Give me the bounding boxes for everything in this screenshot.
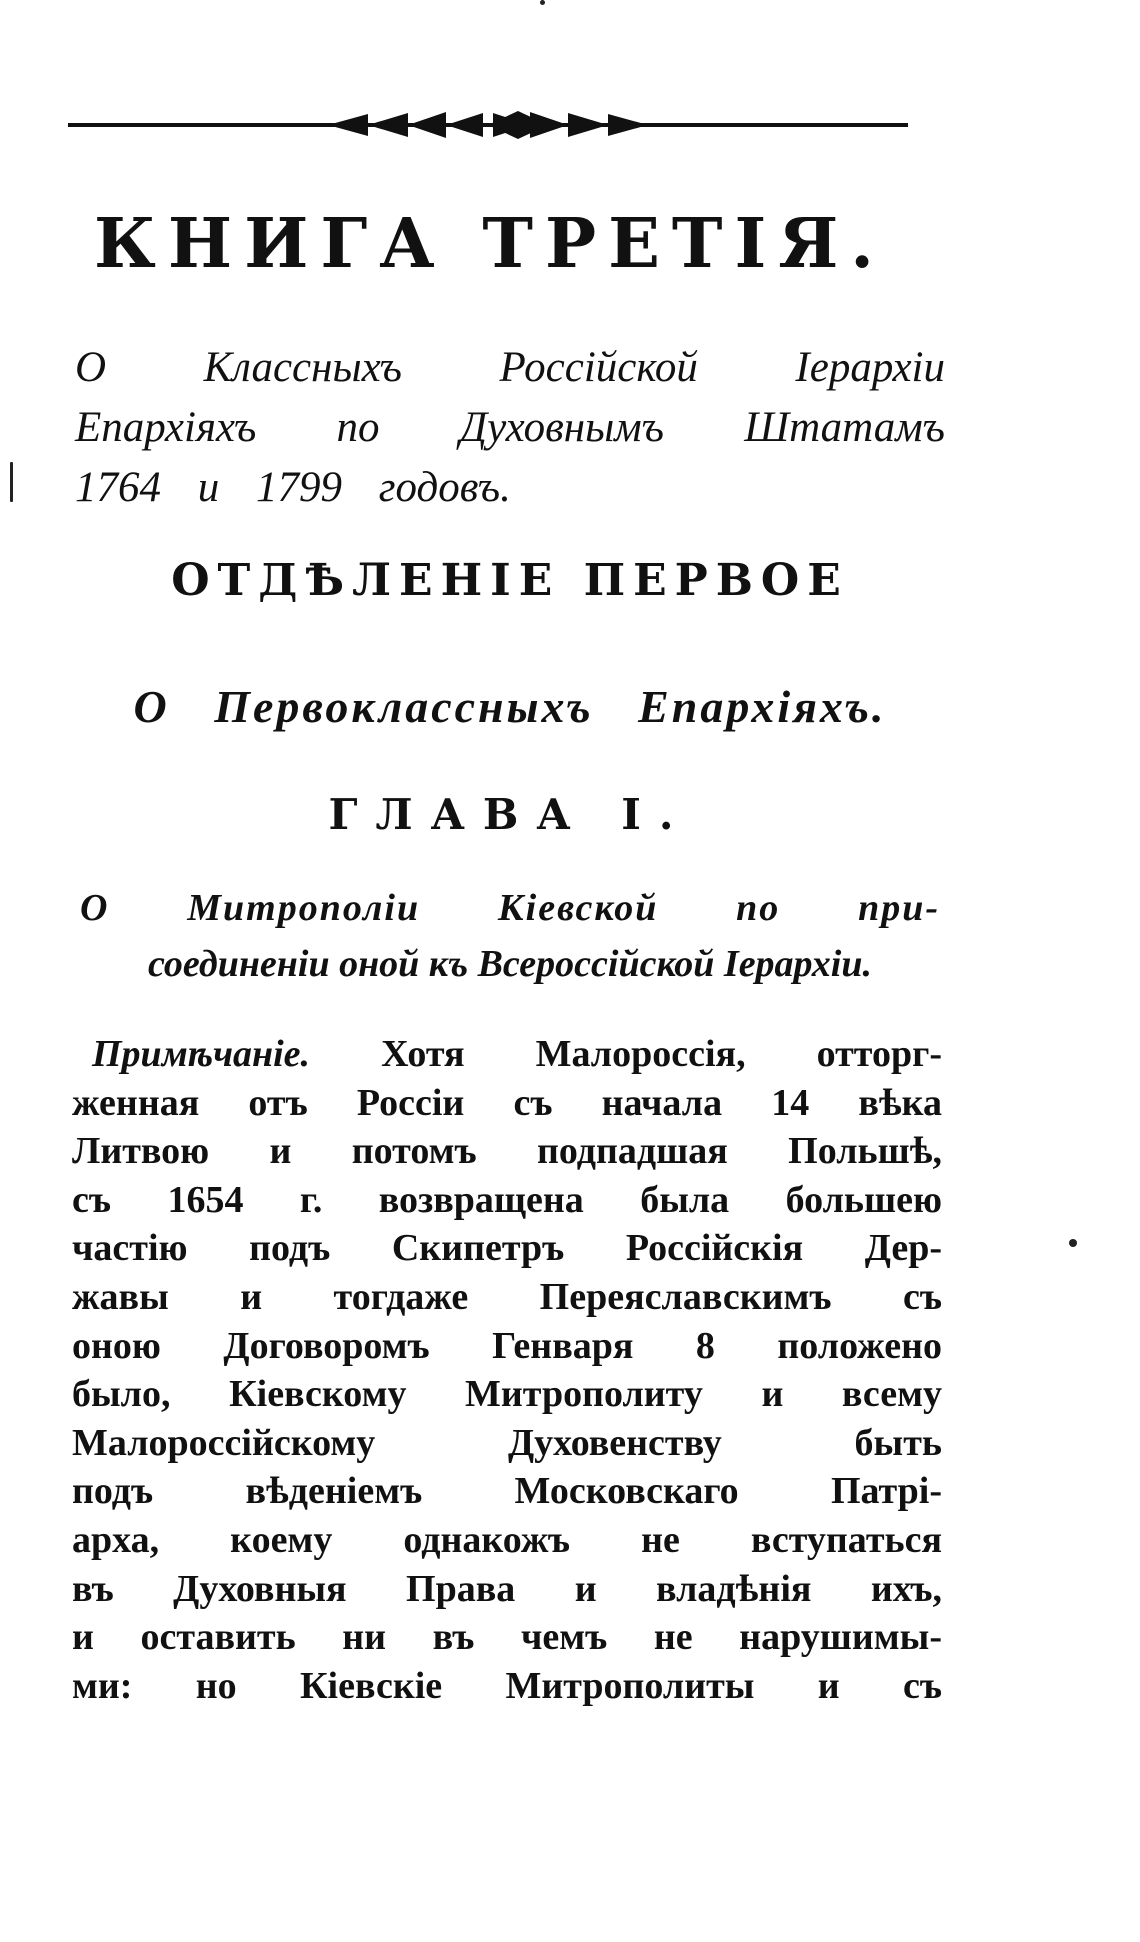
section-subtitle: О Первоклассныхъ Епархіяхъ.: [133, 681, 887, 732]
body-line: женная отъ Россіи съ начала 14 вѣка: [72, 1081, 942, 1124]
body-line: [72, 1030, 942, 1079]
body-line: арха, коему однакожъ не вступаться: [72, 1518, 942, 1561]
ornament-divider: [68, 110, 908, 140]
body-line: жавы и тогдаже Переяславскимъ съ: [72, 1275, 942, 1318]
body-line: подъ вѣденіемъ Московскаго Патрі-: [72, 1470, 942, 1513]
chapter-title: ГЛАВА I.: [328, 790, 692, 839]
book-subtitle: [75, 338, 945, 518]
body-text: [72, 1030, 942, 1710]
note-label: Примѣчаніе.: [92, 1033, 311, 1075]
chapter-subtitle: [80, 880, 940, 992]
body-line-text: Хотя Малороссія, отторг-: [381, 1033, 943, 1075]
body-line: съ 1654 г. возвращена была большею: [72, 1178, 942, 1221]
body-line: было, Кіевскому Митрополиту и всему: [72, 1373, 942, 1416]
chapter-subtitle-line: соединеніи оной къ Всероссійской Іерархіи.: [148, 943, 872, 985]
book-title: КНИГА ТРЕТІЯ.: [94, 204, 886, 284]
body-line: оною Договоромъ Генваря 8 положено: [72, 1324, 942, 1367]
chapter-subtitle-line: О Митрополіи Кіевской по при-: [80, 887, 940, 929]
body-line: Малороссійскому Духовенству быть: [72, 1421, 942, 1464]
book-subtitle-line: О Классныхъ Россійской Іерархіи: [75, 344, 945, 391]
book-subtitle-line: 1764 и 1799 годовъ.: [75, 464, 511, 511]
print-speck: [540, 0, 545, 5]
body-line: Литвою и потомъ подпадшая Польшѣ,: [72, 1130, 942, 1173]
body-line: частію подъ Скипетръ Россійскія Дер-: [72, 1227, 942, 1270]
book-subtitle-line: Епархіяхъ по Духовнымъ Штатамъ: [75, 404, 945, 451]
section-title: ОТДѢЛЕНІЕ ПЕРВОЕ: [171, 555, 849, 606]
body-line: въ Духовныя Права и владѣнія ихъ,: [72, 1567, 942, 1610]
body-line: и оставить ни въ чемъ не нарушимы-: [72, 1616, 942, 1659]
print-speck: [10, 462, 13, 502]
print-speck: [1069, 1239, 1077, 1247]
body-line: ми: но Кіевскіе Митрополиты и съ: [72, 1664, 942, 1707]
